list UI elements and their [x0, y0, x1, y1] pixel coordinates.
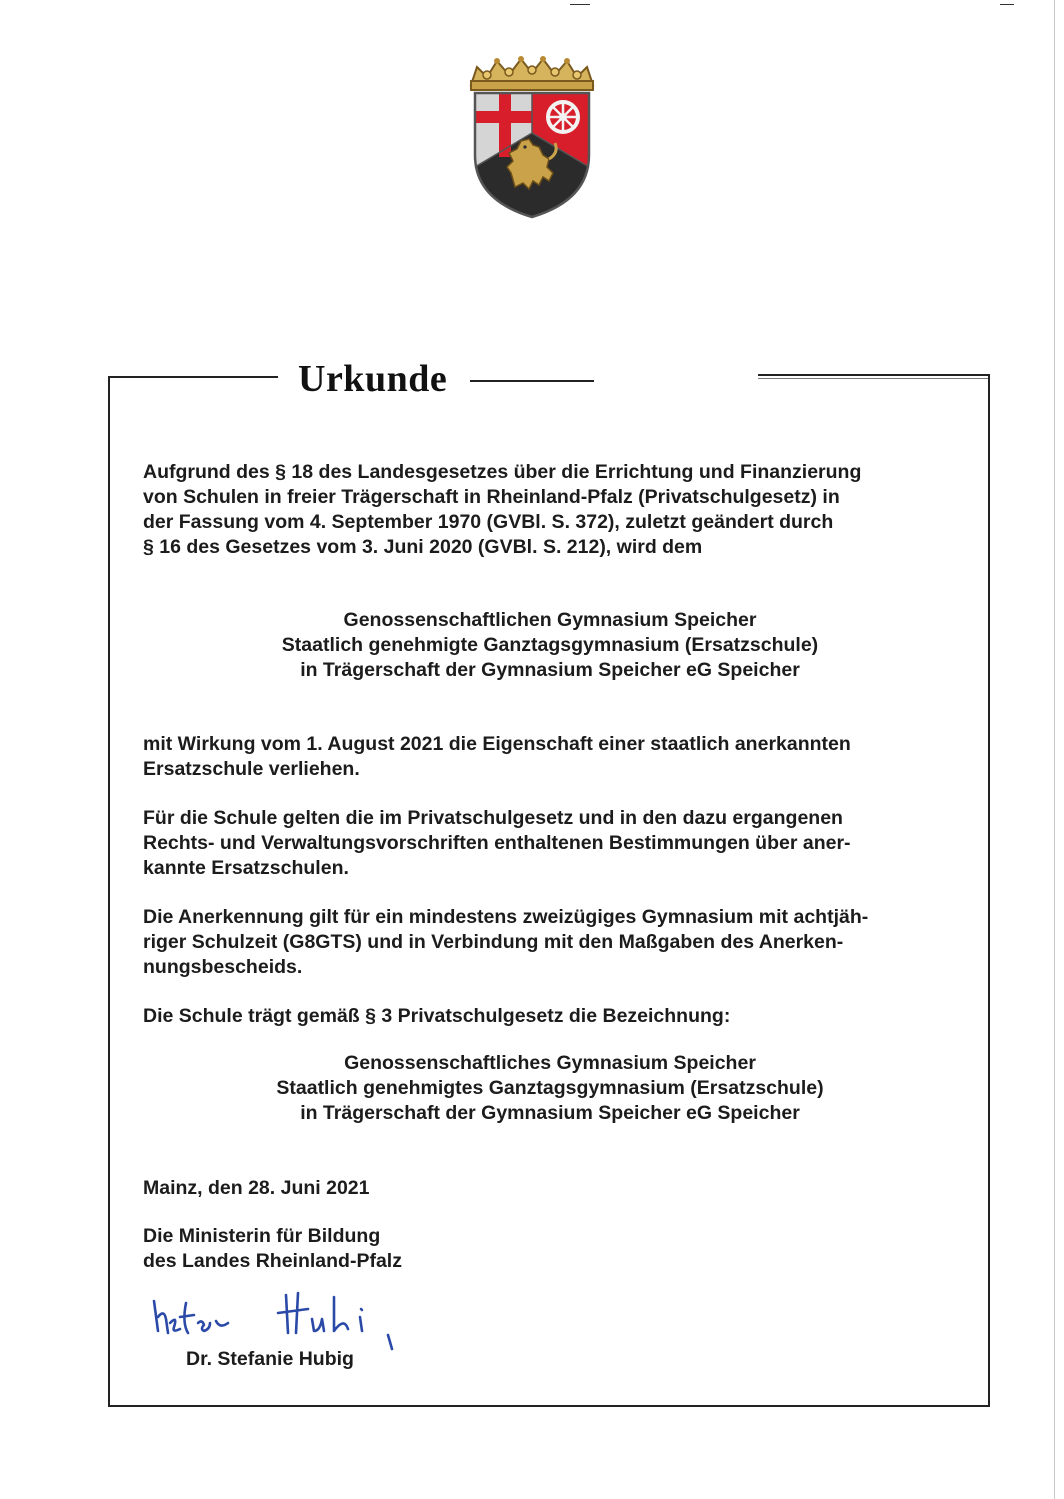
wheel-icon	[548, 102, 578, 132]
scan-mark	[570, 4, 590, 5]
text-line: Rechts- und Verwaltungsvorschriften enthaltenen Bestimmungen über aner-	[143, 832, 851, 854]
frame-right-line	[988, 374, 990, 1407]
place-date	[143, 1176, 943, 1201]
recognition-paragraph	[143, 905, 943, 980]
text-line: Genossenschaftliches Gymnasium Speicher	[344, 1052, 756, 1074]
intro-paragraph	[143, 460, 943, 560]
text-line: kannte Ersatzschulen.	[143, 857, 349, 879]
text-line: des Landes Rheinland-Pfalz	[143, 1250, 402, 1272]
text-line: Aufgrund des § 18 des Landesgesetzes über die Errichtung und Finanzierung	[143, 461, 862, 483]
handwritten-signature	[148, 1283, 418, 1353]
scan-mark	[1000, 4, 1014, 5]
text-line: in Trägerschaft der Gymnasium Speicher eG Speicher	[300, 659, 800, 681]
scan-mark	[1054, 0, 1055, 1499]
text-line: Genossenschaftlichen Gymnasium Speicher	[343, 609, 757, 631]
text-line: mit Wirkung vom 1. August 2021 die Eigenschaft einer staatlich anerkannten	[143, 733, 851, 755]
text-line: Staatlich genehmigtes Ganztagsgymnasium (Ersatzschule)	[276, 1077, 824, 1099]
text-line: Für die Schule gelten die im Privatschulgesetz und in den dazu ergangenen	[143, 807, 843, 829]
frame-top-right-line-2	[758, 378, 990, 379]
frame-left-line	[108, 376, 110, 1407]
text-line: Ersatzschule verliehen.	[143, 758, 360, 780]
frame-top-left-line	[108, 376, 278, 378]
text-line: Staatlich genehmigte Ganztagsgymnasium (Ersatzschule)	[281, 634, 819, 656]
text-line: § 16 des Gesetzes vom 3. Juni 2020 (GVBl. S. 212), wird dem	[143, 536, 703, 558]
school-name-block	[110, 608, 990, 683]
text-line: riger Schulzeit (G8GTS) und in Verbindung mit den Maßgaben des Anerken-	[143, 931, 844, 953]
text-line: Mainz, den 28. Juni 2021	[143, 1177, 370, 1199]
effect-paragraph	[143, 732, 943, 782]
issuing-authority	[143, 1224, 943, 1274]
signer-name: Dr. Stefanie Hubig	[186, 1348, 354, 1370]
text-line: Die Ministerin für Bildung	[143, 1225, 381, 1247]
text-line: Die Anerkennung gilt für ein mindestens zweizügiges Gymnasium mit achtjäh-	[143, 906, 869, 928]
school-designation-block	[110, 1051, 990, 1126]
frame-top-middle-line	[470, 380, 594, 382]
crown-icon	[471, 56, 593, 90]
text-line: nungsbescheids.	[143, 956, 303, 978]
coat-of-arms-emblem	[463, 55, 601, 220]
text-line: der Fassung vom 4. September 1970 (GVBl. S. 372), zuletzt geändert durch	[143, 511, 834, 533]
text-line: von Schulen in freier Trägerschaft in Rheinland-Pfalz (Privatschulgesetz) in	[143, 486, 840, 508]
frame-top-right-line	[758, 374, 990, 376]
text-line: Die Schule trägt gemäß § 3 Privatschulgesetz die Bezeichnung:	[143, 1005, 731, 1027]
designation-intro	[143, 1004, 943, 1029]
frame-bottom-line	[108, 1405, 990, 1407]
document-title: Urkunde	[298, 358, 448, 400]
regulations-paragraph	[143, 806, 943, 881]
text-line: in Trägerschaft der Gymnasium Speicher eG Speicher	[300, 1102, 800, 1124]
